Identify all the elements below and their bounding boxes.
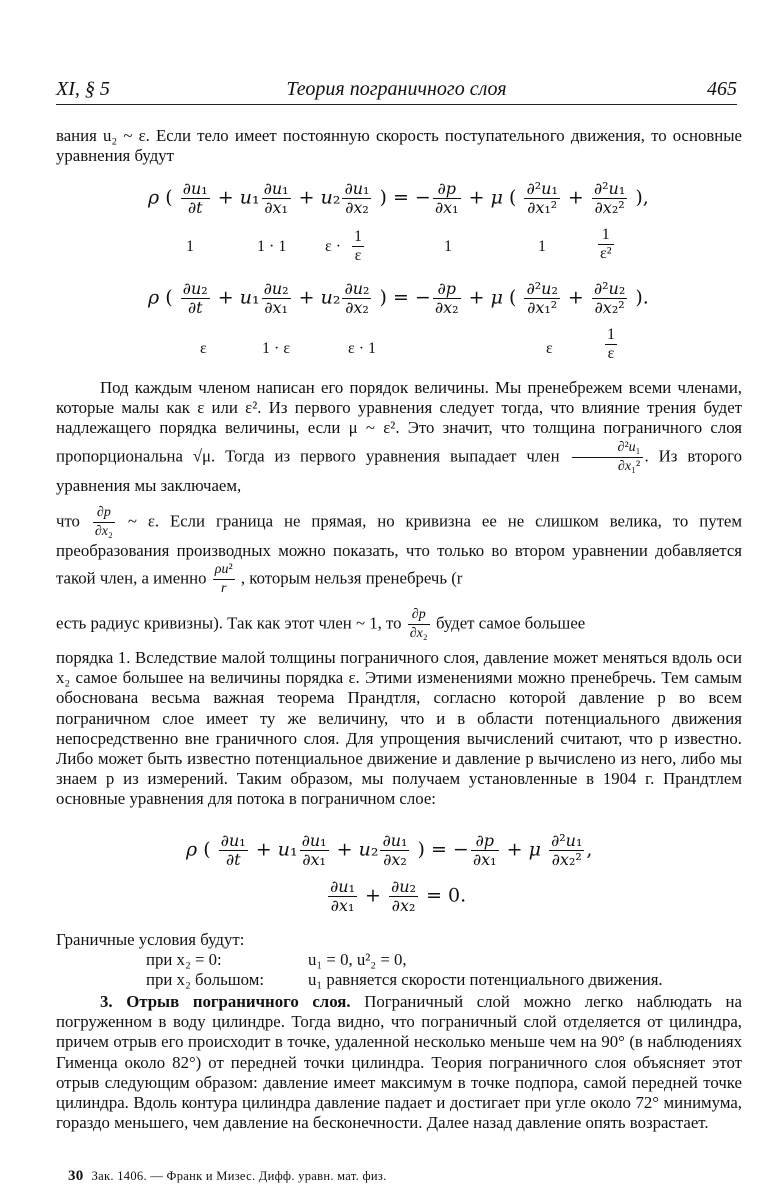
paragraph-curvature-c: , которым нельзя пренебречь (r <box>240 568 463 588</box>
order-fraction: $\frac{1}{\text{ε²}}$ <box>600 226 612 262</box>
boundary-2-value: u₁ равняется скорости потенциального движения. <box>308 970 663 989</box>
paragraph-curvature-a: что <box>56 511 80 531</box>
paragraph-curvature <box>56 504 742 598</box>
header-title: Теория пограничного слоя <box>286 78 507 100</box>
section-3-text: Пограничный слой можно легко наблюдать на погруженном в воду цилиндре. Тогда видно, что пограничный слой отделяется от цилиндра, причем отрыв его происходит в точке, удаленной несколько меньше чем на 90° (в наблюдениях Гименца около 82°) от передней точки цилиндра. Теория пограничного слоя объясняет этот отрыв следующим образом: давление имеет максимум в точке подпора, самой передней точке цилиндра. Вдоль контура цилиндра давление падает и достигает при угле около 72° минимума, гораздо меньшего, чем давление на бесконечности. Далее назад давление опять возрастает. <box>56 992 742 1133</box>
boundary-1-label: при x₂ = 0: <box>146 950 222 969</box>
paragraph-orders <box>56 378 742 496</box>
order-term: 1 · 1 <box>257 238 287 255</box>
order-fraction: $\frac{1}{\varepsilon}$ <box>607 326 615 362</box>
header-section: XI, § 5 <box>56 78 110 100</box>
order-term: ε <box>200 340 207 357</box>
header-rule <box>56 104 737 105</box>
running-header <box>56 78 737 104</box>
momentum-equation-2: ρ ( $\frac{\text{∂u₂}}{\partial t}$ + u₁ $\frac{\text{∂u₂}}{\text{∂x₁}}$ + u₂ $\frac{\text{∂u₂}}{\text{∂x₂}}$ ) = − $\frac{\partial p}{\text{∂x₂}}$ + μ ( $\frac{\text{∂²u₂}}{\text{∂x₁²}}$ + $\frac{\text{∂²u₂}}{\text{∂x₂²}}$ ). <box>148 279 649 317</box>
order-term: ε · <box>325 238 342 255</box>
paragraph-radius <box>56 606 742 643</box>
order-term: ε <box>546 340 553 357</box>
paragraph-prandtl: порядка 1. Вследствие малой толщины пограничного слоя, давление может меняться вдоль оси x₂ самое большее на величины порядка ε. Этими изменениями можно пренебречь. Тем самым обоснована весьма важная теорема Прандтля, согласно которой давление p во всем пограничном слое имеет ту же величину, что и в области потенциального движения непосредственно вне граничного слоя. Для упрощения вычислений считают, что p известно. Либо может быть известно потенциальное движение и давление p вычислено из него, либо мы знаем p из измерений. Таким образом, мы получаем установленные в 1904 г. Прандтлем основные уравнения для потока в пограничном слое: <box>56 648 742 809</box>
paragraph-radius-a: есть радиус кривизны). Так как этот член ~ 1, то <box>56 613 402 633</box>
curvature-term-fraction: $\frac{\text{ρu²}}{r}$ <box>214 562 233 597</box>
printer-footer <box>68 1168 387 1185</box>
boundary-2-label: при x₂ большом: <box>146 970 264 989</box>
eq2-period: . <box>642 286 649 309</box>
momentum-equation-1: ρ ( $\frac{\text{∂u₁}}{\partial t}$ + u₁ $\frac{\text{∂u₁}}{\text{∂x₁}}$ + u₂ $\frac{\text{∂u₁}}{\text{∂x₂}}$ ) = − $\frac{\partial p}{\text{∂x₁}}$ + μ ( $\frac{\text{∂²u₁}}{\text{∂x₁²}}$ + $\frac{\text{∂²u₁}}{\text{∂x₂²}}$ ), <box>148 179 649 217</box>
paragraph-orders-tail: . Из второго уравнения мы заключаем, <box>56 445 742 495</box>
order-term: 1 · ε <box>262 340 291 357</box>
footer-sheet-number: 30 <box>68 1168 84 1184</box>
paragraph-orders-text: Под каждым членом написан его порядок величины. Мы пренебрежем всеми членами, которые малы как ε или ε². Из первого уравнения следует тогда, что влияние трения будет надлежащего порядка величины, если μ ~ ε². Это значит, что толщина пограничного слоя пропорциональна √μ. Тогда из первого уравнения выпадает член <box>56 378 742 465</box>
section-3-title: 3. Отрыв пограничного слоя. <box>100 992 351 1011</box>
prandtl-equation: ρ ( $\frac{\text{∂u₁}}{\partial t}$ + u₁ $\frac{\text{∂u₁}}{\text{∂x₁}}$ + u₂ $\frac{\text{∂u₁}}{\text{∂x₂}}$ ) = − $\frac{\partial p}{\text{∂x₁}}$ + μ $\frac{\text{∂²u₁}}{\text{∂x₂²}}$ , <box>186 831 593 869</box>
order-term: ε · 1 <box>348 340 377 357</box>
order-term: 1 <box>538 238 546 255</box>
continuity-rhs: = 0. <box>426 884 467 907</box>
paragraph-curvature-b: ~ ε. Если граница не прямая, но кривизна ее не слишком велика, то путем преобразования производных можно показать, что только во втором уравнении добавляется такой член, а именно <box>56 511 742 588</box>
boundary-heading: Граничные условия будут: <box>56 930 245 949</box>
boundary-1-value: u₁ = 0, u²₂ = 0, <box>308 950 407 969</box>
paragraph-radius-b: будет самое большее <box>435 613 586 633</box>
footer-imprint: Зак. 1406. — Франк и Мизес. Дифф. уравн. мат. физ. <box>91 1169 387 1183</box>
eq1-comma: , <box>642 186 649 209</box>
order-fraction: $\frac{1}{\varepsilon}$ <box>354 228 362 264</box>
section-3-paragraph <box>56 992 742 1133</box>
order-term: 1 <box>444 238 452 255</box>
dp-dx2-fraction-2: $\frac{\partial p}{\text{∂x₂}}$ <box>409 607 428 641</box>
dp-dx2-fraction: $\frac{\partial p}{\text{∂x₂}}$ <box>94 505 113 539</box>
continuity-equation: $\frac{\text{∂u₁}}{\text{∂x₁}}$ + $\frac{\text{∂u₂}}{\text{∂x₂}}$ = 0. <box>330 877 467 915</box>
header-page-number: 465 <box>707 78 737 100</box>
dropped-term: $\frac{\text{∂²u₁}}{\text{∂x₁²}}$ <box>572 439 643 476</box>
order-term: 1 <box>186 238 194 255</box>
intro-paragraph: вания u₂ ~ ε. Если тело имеет постоянную скорость поступательного движения, то основные уравнения будут <box>56 126 742 166</box>
